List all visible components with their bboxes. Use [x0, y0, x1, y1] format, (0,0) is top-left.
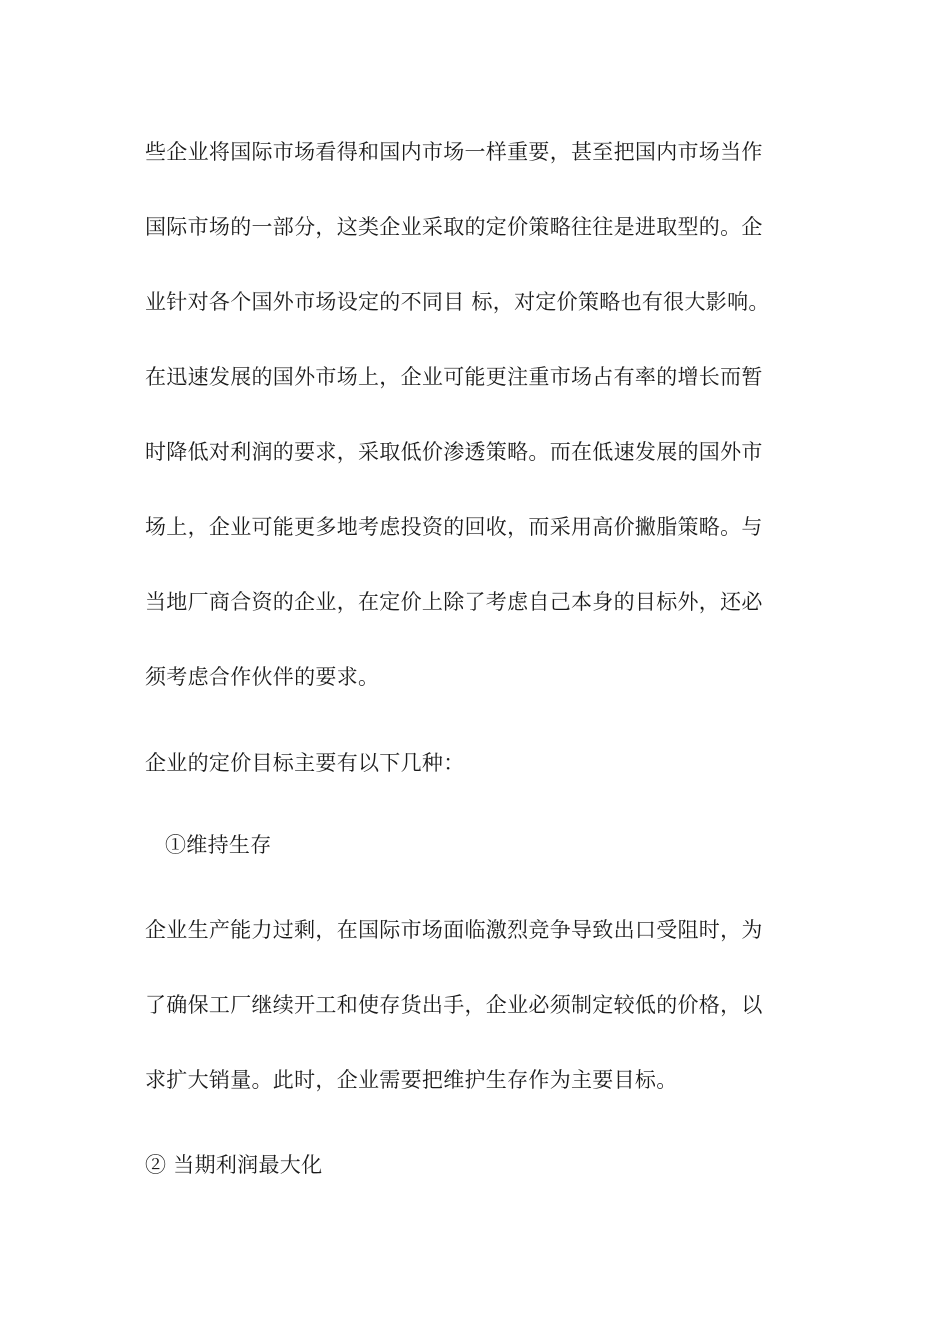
section-heading-2: ② 当期利润最大化 — [145, 1153, 323, 1177]
section-heading-1: ①维持生存 — [165, 833, 272, 857]
paragraph-line: 须考虑合作伙伴的要求。 — [145, 665, 380, 689]
paragraph-line: 国际市场的一部分，这类企业采取的定价策略往往是进取型的。企 — [145, 215, 763, 239]
paragraph-line: 场上，企业可能更多地考虑投资的回收，而采用高价撇脂策略。与 — [145, 515, 763, 539]
paragraph-line: 些企业将国际市场看得和国内市场一样重要，甚至把国内市场当作 — [145, 140, 763, 164]
paragraph-line: 求扩大销量。此时，企业需要把维护生存作为主要目标。 — [145, 1068, 678, 1092]
paragraph-line: 当地厂商合资的企业，在定价上除了考虑自己本身的目标外，还必 — [145, 590, 763, 614]
paragraph-line: 了确保工厂继续开工和使存货出手，企业必须制定较低的价格，以 — [145, 993, 763, 1017]
paragraph-line: 企业生产能力过剩，在国际市场面临激烈竞争导致出口受阻时，为 — [145, 918, 763, 942]
paragraph-line: 时降低对利润的要求，采取低价渗透策略。而在低速发展的国外市 — [145, 440, 763, 464]
intro-text: 企业的定价目标主要有以下几种： — [145, 751, 465, 775]
paragraph-line: 业针对各个国外市场设定的不同目 标，对定价策略也有很大影响。 — [145, 290, 770, 314]
paragraph-line: 在迅速发展的国外市场上，企业可能更注重市场占有率的增长而暂 — [145, 365, 763, 389]
